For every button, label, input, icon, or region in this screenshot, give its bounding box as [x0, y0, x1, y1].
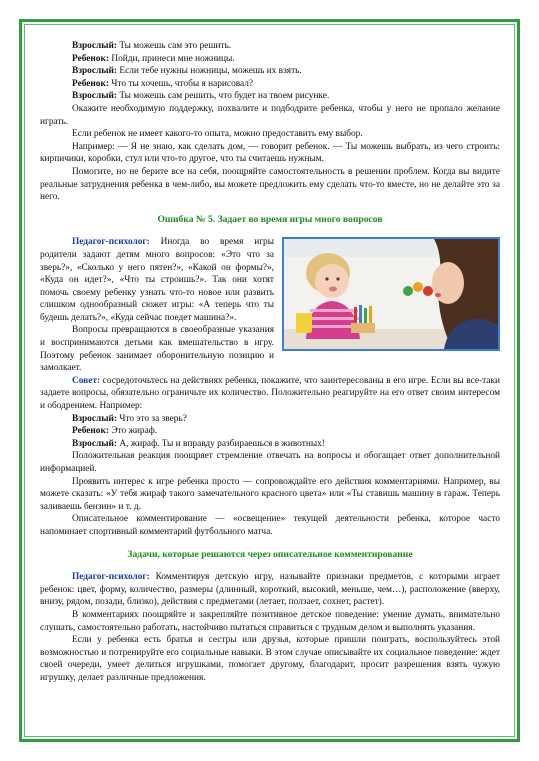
dialogue-line: Ребенок: Что ты хочешь, чтобы я нарисовал? [72, 78, 254, 89]
paragraph-reaction: Положительная реакция поощряет стремление отвечать на вопросы и обогащает ответ дополнительной информацией. [40, 451, 500, 474]
paragraph-help: Помогите, но не берите все на себя, поощряйте самостоятельность в решении проблем. Когда вы видите реальные затруднения ребенка в чем-либо, вы можете предложить ему сделать что-то вместе, но не делайте это за него. [40, 166, 500, 203]
paragraph-encourage: В комментариях поощряйте и закрепляйте позитивное детское поведение: умение думать, внимательно слушать, самостоятельно работать, настойчиво пытаться справиться с трудным делом и выполнять указания. [40, 609, 500, 633]
dialogue-line: Взрослый: Если тебе нужны ножницы, можешь их взять. [72, 66, 302, 77]
paragraph-no-experience: Если ребенок не имеет какого-то опыта, можно предоставить ему выбор. [72, 129, 363, 140]
paragraph-psychologist-2: Педагог-психолог: Комментируя детскую игру, называйте признаки предметов, с которыми играет ребенок: цвет, форму, количество, размеры (длинный, короткий, высокий, меньше, чем…), расположение (вверху, внизу, рядом, позади, близко), действия с предметами (летает, ползает, сохнет, растет). [40, 572, 500, 608]
dialogue-line: Взрослый: Что это за зверь? [72, 413, 187, 424]
section-heading-mistake-5: Ошибка № 5. Задает во время игры много вопросов [157, 213, 383, 225]
paragraph-questions: Вопросы превращаются в своеобразные указания и воспринимаются детьми как вмешательство в игру. Поэтому ребенок занимает оборонительную позицию и замолкает. [40, 325, 274, 374]
paragraph-commentary: Описательное комментирование — «освещение» текущей деятельности ребенка, которое часто напоминает спортивный комментарий футбольного матча. [40, 514, 500, 537]
section-heading-commentary-tasks: Задачи, которые решаются через описательное комментирование [127, 548, 413, 560]
advice-label: Совет: [72, 375, 101, 386]
paragraph-advice: Совет: сосредоточьтесь на действиях ребенка, покажите, что заинтересованы в его игре. Если вы все-таки задаете вопросы, обязательно ограничьте их количество. Положительно реагируйте на его ответ своим интересом и ободрением. Например: [40, 375, 500, 412]
dialogue-line: Взрослый: Ты можешь сам это решить. [72, 41, 232, 51]
paragraph-psychologist-1: Педагог-психолог: Иногда во время игры родители задают детям много вопросов: «Это что за зверь?», «Сколько у него пятен?», «Какой он формы?», «Куда он идет?», «Что ты строишь?». Так они хотят помочь своему ребенку узнать что-то новое или развить слишком однообразный сюжет игры: «А теперь что ты будешь делать?», «Куда сейчас поедет машина?». [40, 237, 274, 323]
psychologist-label: Педагог-психолог: [72, 572, 150, 583]
dialogue-line: Взрослый: А, жираф. Ты и вправду разбираешься в животных! [72, 438, 325, 449]
photo-illustration [284, 239, 498, 349]
dialogue-line: Взрослый: Ты можешь сам решить, что будет на твоем рисунке. [72, 91, 330, 102]
document-body [40, 40, 500, 685]
paragraph-support: Окажите необходимую поддержку, похвалите и подбодрите ребенка, чтобы у него не пропало желание играть. [40, 103, 500, 127]
dialogue-line: Ребенок: Это жираф. [72, 426, 158, 437]
paragraph-interest: Проявить интерес к игре ребенка просто — сопровождайте его действия комментариями. Например, вы можете сказать: «У тебя жираф такого замечательного красного цвета» или «Ты ставишь машину в гараж. Теперь заливаешь бензин» и т. д. [40, 476, 500, 512]
paragraph-example: Например: — Я не знаю, как сделать дом, — говорит ребенок. — Ты можешь выбрать, из чего строить: кирпичики, коробки, стул или что-то другое, что ты считаешь нужным. [40, 141, 500, 165]
psychologist-label: Педагог-психолог: [72, 237, 150, 248]
paragraph-siblings: Если у ребенка есть братья и сестры или друзья, которые пришли поиграть, воспользуйтесь этой возможностью и потренируйте его социальные навыки. В этом случае описывайте их социальное поведение: ждет своей очереди, умеет делиться игрушками, помогает другому, благодарит, просит разрешения взять чужую игрушку, делает различные предложения. [40, 635, 500, 683]
photo-mother-child-playing [282, 237, 500, 351]
dialogue-line: Ребенок: Пойди, принеси мне ножницы. [72, 53, 235, 64]
